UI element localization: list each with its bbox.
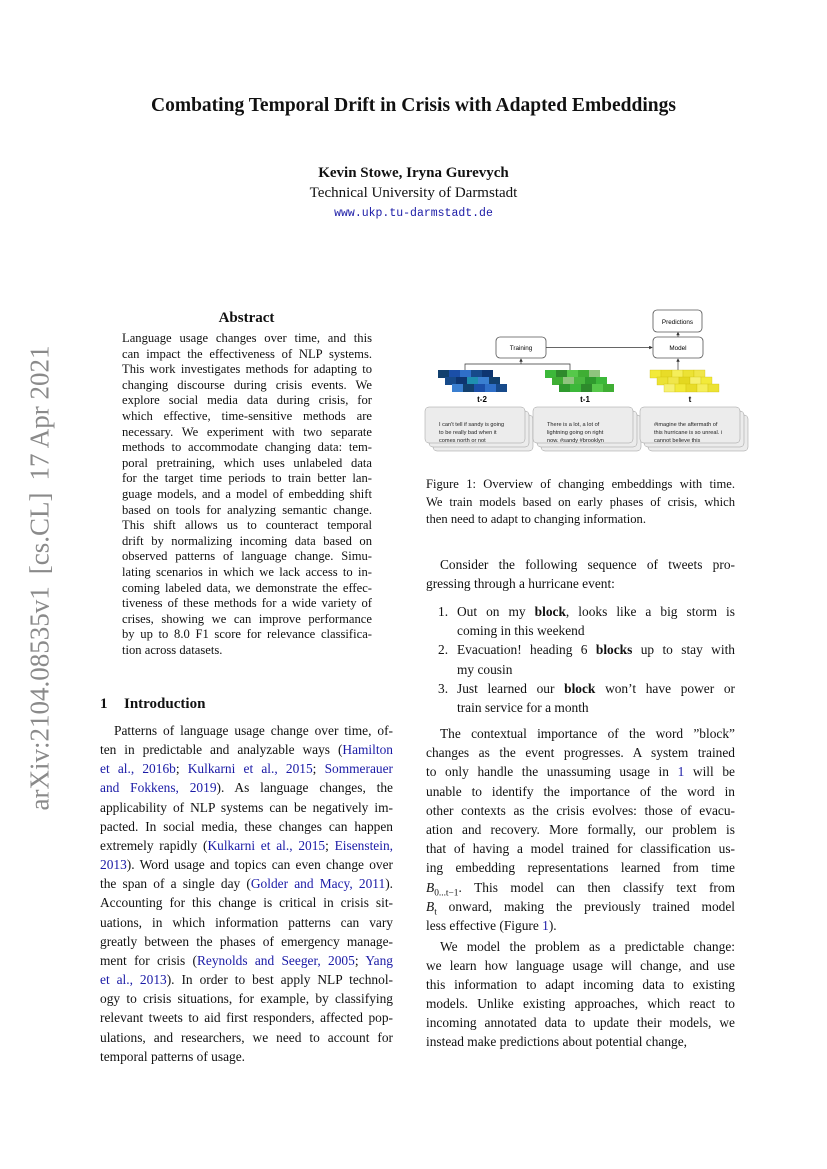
text-line: tion across datasets. [122,642,223,657]
math-symbol: B [426,879,435,895]
embedding-cell [570,384,581,392]
citation-link[interactable]: 1 [542,918,549,934]
text-line: other contexts as the crisis evolves: those of evacu- [426,802,735,818]
embedding-cell [445,377,456,385]
citation-link[interactable]: Kulkarni et al., 2015 [207,837,326,853]
embedding-cell [686,384,697,392]
tweet-card [533,407,641,451]
text-line: methods to accommodate changing data: tem- [122,440,372,455]
embedding-cell [675,384,686,392]
embedding-cell [683,370,694,378]
citation-link[interactable]: Yang [365,952,393,968]
text-line: and Fokkens, 2019). As language changes, the [100,780,393,796]
text-line: based on tools for analyzing semantic change. [122,502,372,517]
predictions-box [653,310,702,332]
embedding-cell [589,370,600,378]
text-line: poral pretraining, which uses unlabeled data [122,455,372,470]
tweet-card [640,407,748,451]
math-symbol: B [426,898,435,914]
embedding-cell [679,377,690,385]
text-line: pacted. In social media, these changes can happen [100,818,393,834]
text-line: ing embedding representations learned from time [426,860,735,876]
embedding-cell [438,370,449,378]
text-line: crises, showing we can improve performance [122,611,372,626]
embedding-cell [452,384,463,392]
paper-title: Combating Temporal Drift in Crisis with Adapted Embeddings [151,95,676,116]
arxiv-date: 17 Apr 2021 [24,345,55,481]
text-line: We train models based on early phases of crisis, which [426,494,735,509]
list-item [426,602,735,640]
abstract-heading: Abstract [218,310,275,326]
text-line: coming labeled data, we demonstrate the effec- [122,580,372,595]
embedding-cell [456,377,467,385]
period-label: t-2 [477,395,487,404]
arxiv-stamp [25,340,56,817]
text-line: Patterns of language usage change over time, of- [114,723,393,738]
embedding-cell [657,377,668,385]
tweet-text-line: comes north or not [439,438,486,444]
embedding-cell [545,370,556,378]
text-line: et al., 2016b; Kulkarni et al., 2015; Sommerauer [100,761,393,777]
embedding-block-t-1 [545,370,614,392]
embedding-cell [578,370,589,378]
embedding-cell [592,384,603,392]
embedding-cell [559,384,570,392]
text-line: by up to 8.0 F1 score for relevance classifica- [122,627,372,642]
text-line: This work investigates methods for adapting to [122,362,372,377]
text-line: ogy to crisis situations, for example, by classifying [100,991,393,1007]
period-label: t-1 [580,395,590,404]
text-line: $B_{0...t-1}$. This model can then classify text from [426,879,735,899]
text-line: 2013). Word usage and topics can even change over [100,857,393,873]
text-line: Figure 1: Overview of changing embeddings with time. [426,477,735,491]
embedding-cell [467,377,478,385]
embedding-cell [567,370,578,378]
citation-link[interactable]: et al., 2013 [100,972,167,988]
text-line: temporal patterns of usage. [100,1048,246,1064]
predictions-label: Predictions [661,319,694,326]
affiliation: Technical University of Darmstadt [309,185,518,201]
paragraph-model-problem [426,937,735,1052]
text-line: This shift allows us to counteract temporal [122,518,372,533]
arxiv-category: [cs.CL] [24,492,55,575]
tweet-text-line: lightning going on right [547,430,604,436]
embedding-cell [668,377,679,385]
embedding-cell [664,384,675,392]
text-line: ten in predictable and analyzable ways (Hamilton [100,742,393,758]
embedding-cell [672,370,683,378]
embedding-cell [482,370,493,378]
citation-link[interactable]: et al., 2016b [100,761,176,777]
tweet-text-line: this hurricane is so unreal. i [654,430,723,436]
embedding-cell [585,377,596,385]
text-line: train service for a month [457,700,589,716]
embedding-cell [449,370,460,378]
text-line: The contextual importance of the word ”block” [440,726,735,741]
text-line: drift by normalizing incoming data based on [122,533,372,548]
embedding-cell [471,370,482,378]
citation-link[interactable]: and Fokkens, 2019 [100,780,217,796]
text-line: observed patterns of language change. Simu- [122,549,372,564]
embedding-cell [603,384,614,392]
tweet-text-line: I can't tell if sandy is going [439,422,505,428]
text-line: can impact the effectiveness of NLP systems. [122,346,372,361]
text-line: et al., 2013). In order to best apply NLP technol- [100,972,394,988]
text-line: unable to identify the importance of the word in [426,783,735,799]
text-line: greatly between the phases of emergency manage- [100,933,393,949]
embedding-block-t-2 [438,370,507,392]
tweet-card [425,407,533,451]
tweet-cards [425,407,748,451]
embedding-cell [463,384,474,392]
text-line: my cousin [457,661,513,677]
tweet-text-line: There is a lot, a lot of [547,422,600,428]
paragraph-block-importance [426,724,735,935]
tweet-text-line: #imagine the aftermath of [654,422,718,428]
tweet-text-line: cannot believe this [654,438,701,444]
text-line: coming in this weekend [457,623,585,639]
embedding-cell [581,384,592,392]
text-line: ulations, and researchers, we need to account for [100,1029,393,1045]
text-line: which effective, time-sensitive methods are [122,408,372,423]
authors: Kevin Stowe, Iryna Gurevych [318,165,509,181]
citation-link[interactable]: Eisenstein, [334,837,394,853]
text-line: incoming annotated data to update their models, we [426,1015,735,1031]
training-box [496,337,546,358]
figure-1-diagram [420,300,750,460]
text-line: Language usage changes over time, and this [122,331,372,345]
tweet-text-line: to be really bad when it [439,430,497,436]
text-line: changes as the event progresses. A system trained [426,745,735,761]
citation-link[interactable]: Sommerauer [324,761,393,777]
period-labels [477,395,692,404]
tweet-example-list [426,602,735,717]
embedding-cell [474,384,485,392]
text-line: Just learned our block won’t have power or [457,680,735,696]
embedding-cell [485,384,496,392]
text-line: ation and recovery. More formally, our problem is [426,822,735,838]
list-item [426,640,735,678]
text-line: applicability of NLP systems can be negatively im- [100,799,393,815]
text-line: the span of a single day (Golder and Macy, 2011). [100,876,393,892]
embedding-cell [697,384,708,392]
training-label: Training [509,345,533,352]
embedding-cell [556,370,567,378]
tweet-text-line: now. #sandy #brooklyn [547,438,604,444]
emphasis: block [564,680,596,696]
embedding-cell [650,370,661,378]
emphasis: block [534,604,566,619]
text-line: tiveness of these methods for a wide variety of [122,596,372,611]
section-heading-introduction [100,696,205,713]
citation-link[interactable]: 2013 [100,857,127,873]
text-line: instead make predictions about potential change, [426,1034,688,1050]
embedding-cell [489,377,500,385]
text-line: that of having a model trained for classification us- [426,841,735,857]
embedding-cell [690,377,701,385]
embedding-cell [596,377,607,385]
abstract-text [122,331,372,658]
embedding-cell [708,384,719,392]
list-number: 2. [438,642,449,658]
text-line: then need to adapt to changing information. [426,512,646,526]
paragraph-tweet-sequence [426,555,735,593]
section-title: Introduction [124,696,206,712]
list-number: 3. [438,680,449,696]
text-line: explore social media data during crisis, for [122,393,372,408]
affiliation-url[interactable]: www.ukp.tu-darmstadt.de [334,207,493,220]
text-line: $B_t$ onward, making the previously trained model [426,898,735,918]
citation-link[interactable]: Kulkarni et al., 2015 [187,761,313,777]
text-line: uations, in which information patterns can vary [100,914,393,930]
text-line: models. Unlike existing approaches, which react to [426,996,735,1012]
text-line: this information to adapt incoming data to existing [426,977,735,993]
text-line: Accounting for this change is critical in crisis sit- [100,895,393,911]
model-label: Model [669,345,687,352]
embedding-cell [552,377,563,385]
embedding-blocks [438,370,719,392]
text-line: we learn how language usage will change, and use [426,958,735,974]
citation-link[interactable]: Golder and Macy, 2011 [250,876,386,892]
text-line: less effective (Figure 1). [426,918,557,934]
text-line: extremely rapidly (Kulkarni et al., 2015; Eisenstein, [100,837,394,853]
list-number: 1. [438,604,449,619]
text-line: gressing through a hurricane event: [426,576,615,591]
text-line: guage models, and a model of embedding shift [122,486,372,501]
list-item [426,679,735,717]
text-line: Out on my block, looks like a big storm is [457,604,735,619]
emphasis: blocks [595,642,633,658]
embedding-cell [694,370,705,378]
model-box [653,337,703,358]
text-line: changing discourse during crisis events. We [122,377,372,392]
text-line: for the target time periods to train better lan- [122,471,372,486]
citation-link[interactable]: Hamilton [342,742,393,758]
section-number: 1 [100,696,108,712]
text-line: Evacuation! heading 6 blocks up to stay with [457,642,735,658]
embedding-cell [701,377,712,385]
embedding-cell [496,384,507,392]
embedding-cell [661,370,672,378]
embedding-cell [563,377,574,385]
text-line: We model the problem as a predictable change: [440,939,735,954]
embedding-cell [574,377,585,385]
period-label: t [688,395,692,404]
citation-link[interactable]: Reynolds and Seeger, 2005 [196,952,355,968]
embedding-cell [478,377,489,385]
text-line: to only handle the unassuming usage in 1 will be [426,764,735,780]
text-line: lating scenarios in which we lack access to in- [122,564,372,579]
text-line: ment for crisis (Reynolds and Seeger, 2005; Yang [100,952,393,968]
text-line: Consider the following sequence of tweets pro- [440,557,735,572]
figure-1-caption [426,476,735,529]
introduction-text [100,721,393,1066]
arxiv-id: arXiv:2104.08535v1 [24,586,55,811]
text-line: relevant tweets to aid first responders, affected pop- [100,1010,393,1026]
text-line: necessary. We experiment with two separate [122,424,372,439]
citation-link[interactable]: 1 [677,764,685,780]
embedding-cell [460,370,471,378]
embedding-block-t [650,370,719,392]
periods-connector [465,364,570,370]
